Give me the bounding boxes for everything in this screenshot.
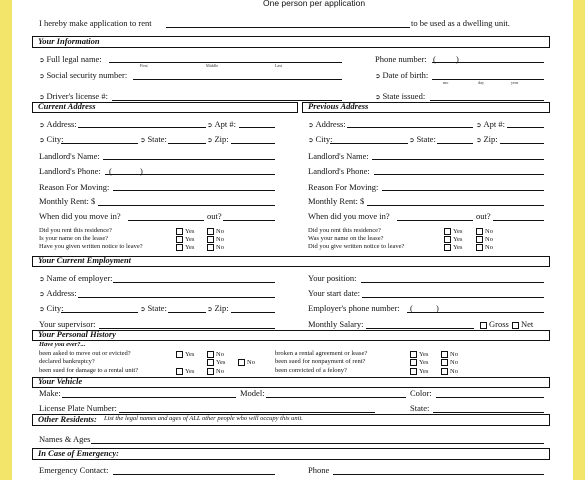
intro-label: I hereby make application to rent	[39, 18, 152, 28]
position-field[interactable]	[361, 282, 544, 283]
current-reason-label: Reason For Moving:	[39, 182, 110, 192]
current-q2-no[interactable]: No	[207, 236, 224, 243]
history-q2-yes[interactable]: Yes	[207, 359, 225, 366]
checkbox-icon	[410, 368, 417, 375]
year-caption: year	[511, 80, 519, 85]
checkbox-icon	[207, 351, 214, 358]
history-q4-no[interactable]: No	[441, 351, 458, 358]
plate-label: License Plate Number:	[39, 403, 117, 413]
day-caption: day	[478, 80, 485, 85]
employer-zip-label: ➲ Zip:	[207, 303, 229, 313]
checkbox-icon	[176, 368, 183, 375]
current-zip-field[interactable]	[231, 143, 275, 144]
employer-phone-label: Employer's phone number:	[308, 303, 400, 313]
names-ages-label: Names & Ages	[39, 434, 91, 444]
arrow-bullet-icon: ➲	[39, 276, 45, 283]
history-q1-label: been asked to move out or evicted?	[39, 350, 131, 357]
current-landlord-phone-label: Landlord's Phone:	[39, 166, 101, 176]
employer-address-label: ➲ Address:	[39, 288, 77, 298]
current-q2-yes[interactable]: Yes	[176, 236, 194, 243]
employer-state-field[interactable]	[168, 312, 206, 313]
history-q6-label: been convicted of a felony?	[275, 367, 347, 374]
supervisor-label: Your supervisor:	[39, 319, 96, 329]
previous-city-label: ➲ City:	[308, 134, 333, 144]
paren-open: (	[410, 303, 413, 313]
previous-landlord-phone-field[interactable]	[374, 174, 544, 175]
previous-zip-label: ➲ Zip:	[476, 134, 498, 144]
arrow-bullet-icon: ➲	[207, 306, 213, 313]
arrow-bullet-icon: ➲	[476, 122, 482, 129]
previous-move-in-field[interactable]	[397, 220, 473, 221]
arrow-bullet-icon: ➲	[476, 137, 482, 144]
checkbox-icon	[480, 322, 487, 329]
license-label: ➲ Driver's license #:	[39, 91, 108, 101]
history-q5-label: been sued for nonpayment of rent?	[275, 358, 366, 365]
current-move-in-label: When did you move in?	[39, 211, 121, 221]
employer-label: ➲ Name of employer:	[39, 273, 113, 283]
previous-q2-label: Was your name on the lease?	[308, 235, 384, 242]
previous-out-field[interactable]	[493, 220, 544, 221]
arrow-bullet-icon: ➲	[140, 137, 146, 144]
current-state-field[interactable]	[168, 143, 206, 144]
history-q4-label: broken a rental agreement or lease?	[275, 350, 368, 357]
state-issued-label: ➲ State issued:	[375, 91, 426, 101]
color-label: Color:	[410, 388, 432, 398]
checkbox-icon	[441, 351, 448, 358]
history-q1-yes[interactable]: Yes	[176, 351, 194, 358]
current-landlord-name-label: Landlord's Name:	[39, 151, 100, 161]
checkbox-icon	[176, 228, 183, 235]
current-apt-field[interactable]	[239, 127, 275, 128]
current-q1-no[interactable]: No	[207, 228, 224, 235]
mo-caption: mo	[443, 80, 449, 85]
previous-zip-field[interactable]	[500, 143, 544, 144]
emergency-contact-label: Emergency Contact:	[39, 465, 109, 475]
previous-rent-label: Monthly Rent: $	[308, 196, 365, 206]
checkbox-icon	[207, 236, 214, 243]
arrow-bullet-icon: ➲	[409, 137, 415, 144]
current-q1-label: Did you rent this residence?	[39, 227, 112, 234]
checkbox-icon	[176, 236, 183, 243]
current-q2-label: Is your name on the lease?	[39, 235, 109, 242]
paren-open: (	[433, 54, 436, 64]
current-state-label: ➲ State:	[140, 134, 167, 144]
current-out-label: out?	[207, 211, 222, 221]
arrow-bullet-icon: ➲	[375, 73, 381, 80]
vehicle-state-field[interactable]	[433, 412, 544, 413]
make-label: Make:	[39, 388, 61, 398]
current-reason-field[interactable]	[113, 190, 275, 191]
rental-unit-field[interactable]	[166, 27, 410, 28]
current-city-label: ➲ City:	[39, 134, 64, 144]
previous-q2-yes[interactable]: Yes	[444, 236, 462, 243]
checkbox-icon	[207, 244, 214, 251]
checkbox-icon	[444, 228, 451, 235]
make-field[interactable]	[62, 397, 236, 398]
previous-q1-label: Did you rent this residence?	[308, 227, 381, 234]
checkbox-icon	[207, 359, 214, 366]
paren-close: )	[456, 54, 459, 64]
dob-field[interactable]	[432, 79, 544, 80]
emergency-phone-field[interactable]	[333, 474, 544, 475]
arrow-bullet-icon: ➲	[39, 57, 45, 64]
employer-city-label: ➲ City:	[39, 303, 64, 313]
section-title: Your Personal History	[38, 329, 116, 339]
current-city-field[interactable]	[61, 143, 138, 144]
current-q3-yes[interactable]: Yes	[176, 244, 194, 251]
color-field[interactable]	[436, 397, 544, 398]
start-date-field[interactable]	[362, 297, 544, 298]
position-label: Your position:	[308, 273, 357, 283]
arrow-bullet-icon: ➲	[375, 94, 381, 101]
current-rent-label: Monthly Rent: $	[39, 196, 96, 206]
current-landlord-phone-field[interactable]	[105, 174, 275, 175]
section-title: In Case of Emergency:	[38, 448, 119, 458]
checkbox-icon	[410, 351, 417, 358]
employer-city-field[interactable]	[61, 312, 138, 313]
checkbox-icon	[441, 368, 448, 375]
arrow-bullet-icon: ➲	[207, 122, 213, 129]
current-q3-no[interactable]: No	[207, 244, 224, 251]
form-subtitle: One person per application	[263, 0, 366, 8]
section-title: Your Vehicle	[38, 376, 83, 386]
previous-city-field[interactable]	[330, 143, 408, 144]
checkbox-icon	[207, 228, 214, 235]
emergency-contact-field[interactable]	[113, 474, 275, 475]
current-q1-yes[interactable]: Yes	[176, 228, 194, 235]
plate-field[interactable]	[119, 412, 375, 413]
history-q6-no[interactable]: No	[441, 368, 458, 375]
previous-apt-label: ➲ Apt #:	[476, 119, 505, 129]
phone-field[interactable]	[432, 62, 544, 63]
previous-rent-field[interactable]	[367, 205, 544, 206]
paren-close: )	[140, 166, 143, 176]
section-title: Other Residents:	[38, 414, 97, 424]
history-q2-no[interactable]: No	[238, 359, 255, 366]
current-zip-label: ➲ Zip:	[207, 134, 229, 144]
history-q3-no[interactable]: No	[207, 368, 224, 375]
checkbox-icon	[441, 359, 448, 366]
gross-checkbox[interactable]: Gross	[480, 320, 509, 329]
current-move-in-field[interactable]	[128, 220, 204, 221]
paren-open: (	[109, 166, 112, 176]
paren-close: )	[436, 303, 439, 313]
other-residents-note: List the legal names and ages of ALL other people who will occupy this unit.	[104, 415, 303, 422]
section-title: Your Information	[38, 36, 100, 46]
previous-address-label: ➲ Address:	[308, 119, 346, 129]
history-q5-yes[interactable]: Yes	[410, 359, 428, 366]
current-apt-label: ➲ Apt #:	[207, 119, 236, 129]
checkbox-icon	[176, 351, 183, 358]
section-your-information	[32, 36, 550, 48]
previous-apt-field[interactable]	[507, 127, 544, 128]
previous-out-label: out?	[476, 211, 491, 221]
previous-reason-label: Reason For Moving:	[308, 182, 379, 192]
checkbox-icon	[476, 244, 483, 251]
previous-move-in-label: When did you move in?	[308, 211, 390, 221]
history-q3-label: been sued for damage to a rental unit?	[39, 367, 139, 374]
previous-address-field[interactable]	[347, 127, 473, 128]
employer-state-label: ➲ State:	[140, 303, 167, 313]
have-you-ever-label: Have you ever?...	[39, 341, 86, 348]
employer-zip-field[interactable]	[231, 312, 275, 313]
arrow-bullet-icon: ➲	[39, 122, 45, 129]
names-ages-field[interactable]	[91, 443, 544, 444]
checkbox-icon	[238, 359, 245, 366]
history-q4-yes[interactable]: Yes	[410, 351, 428, 358]
previous-q3-yes[interactable]: Yes	[444, 244, 462, 251]
previous-q3-no[interactable]: No	[476, 244, 493, 251]
previous-state-field[interactable]	[437, 143, 473, 144]
previous-q1-yes[interactable]: Yes	[444, 228, 462, 235]
net-checkbox[interactable]: Net	[512, 320, 533, 329]
full-name-label: ➲ Full legal name:	[39, 54, 102, 64]
phone-label: Phone number:	[375, 54, 427, 64]
arrow-bullet-icon: ➲	[308, 122, 314, 129]
vehicle-state-label: State:	[410, 403, 430, 413]
dob-label: ➲ Date of birth:	[375, 70, 429, 80]
ssn-label: ➲ Social security number:	[39, 70, 128, 80]
checkbox-icon	[476, 236, 483, 243]
section-title: Previous Address	[308, 101, 369, 111]
ssn-field[interactable]	[133, 79, 342, 80]
history-q6-yes[interactable]: Yes	[410, 368, 428, 375]
checkbox-icon	[444, 244, 451, 251]
current-landlord-name-field[interactable]	[103, 159, 275, 160]
state-issued-field[interactable]	[430, 100, 544, 101]
section-title: Current Address	[38, 101, 96, 111]
checkbox-icon	[512, 322, 519, 329]
section-title: Your Current Employment	[38, 255, 132, 265]
previous-landlord-phone-label: Landlord's Phone:	[308, 166, 370, 176]
checkbox-icon	[476, 228, 483, 235]
salary-label: Monthly Salary:	[308, 319, 364, 329]
employer-field[interactable]	[113, 282, 275, 283]
arrow-bullet-icon: ➲	[207, 137, 213, 144]
previous-q3-label: Did you give written notice to leave?	[308, 243, 405, 250]
start-date-label: Your start date:	[308, 288, 361, 298]
previous-landlord-name-label: Landlord's Name:	[308, 151, 369, 161]
history-q1-no[interactable]: No	[207, 351, 224, 358]
checkbox-icon	[444, 236, 451, 243]
middle-caption: Middle	[206, 63, 219, 68]
arrow-bullet-icon: ➲	[39, 306, 45, 313]
arrow-bullet-icon: ➲	[39, 73, 45, 80]
employer-phone-field[interactable]	[407, 312, 544, 313]
first-caption: First	[140, 63, 148, 68]
current-rent-field[interactable]	[98, 205, 275, 206]
checkbox-icon	[410, 359, 417, 366]
arrow-bullet-icon: ➲	[308, 137, 314, 144]
checkbox-icon	[207, 368, 214, 375]
arrow-bullet-icon: ➲	[39, 137, 45, 144]
arrow-bullet-icon: ➲	[140, 306, 146, 313]
previous-reason-field[interactable]	[382, 190, 544, 191]
emergency-phone-label: Phone	[308, 465, 330, 475]
previous-q1-no[interactable]: No	[476, 228, 493, 235]
employer-address-field[interactable]	[78, 297, 275, 298]
salary-field[interactable]	[366, 328, 474, 329]
model-label: Model:	[240, 388, 265, 398]
history-q2-label: declared bankruptcy?	[39, 358, 95, 365]
current-out-field[interactable]	[223, 220, 275, 221]
model-field[interactable]	[266, 397, 406, 398]
history-q3-yes[interactable]: Yes	[176, 368, 194, 375]
intro-suffix: to be used as a dwelling unit.	[411, 18, 510, 28]
history-q5-no[interactable]: No	[441, 359, 458, 366]
last-caption: Last	[275, 63, 283, 68]
previous-state-label: ➲ State:	[409, 134, 436, 144]
arrow-bullet-icon: ➲	[39, 291, 45, 298]
current-q3-label: Have you given written notice to leave?	[39, 243, 143, 250]
current-address-field[interactable]	[78, 127, 206, 128]
previous-landlord-name-field[interactable]	[372, 159, 544, 160]
arrow-bullet-icon: ➲	[39, 94, 45, 101]
checkbox-icon	[176, 244, 183, 251]
supervisor-field[interactable]	[99, 328, 275, 329]
section-vehicle	[32, 377, 550, 388]
current-address-label: ➲ Address:	[39, 119, 77, 129]
previous-q2-no[interactable]: No	[476, 236, 493, 243]
